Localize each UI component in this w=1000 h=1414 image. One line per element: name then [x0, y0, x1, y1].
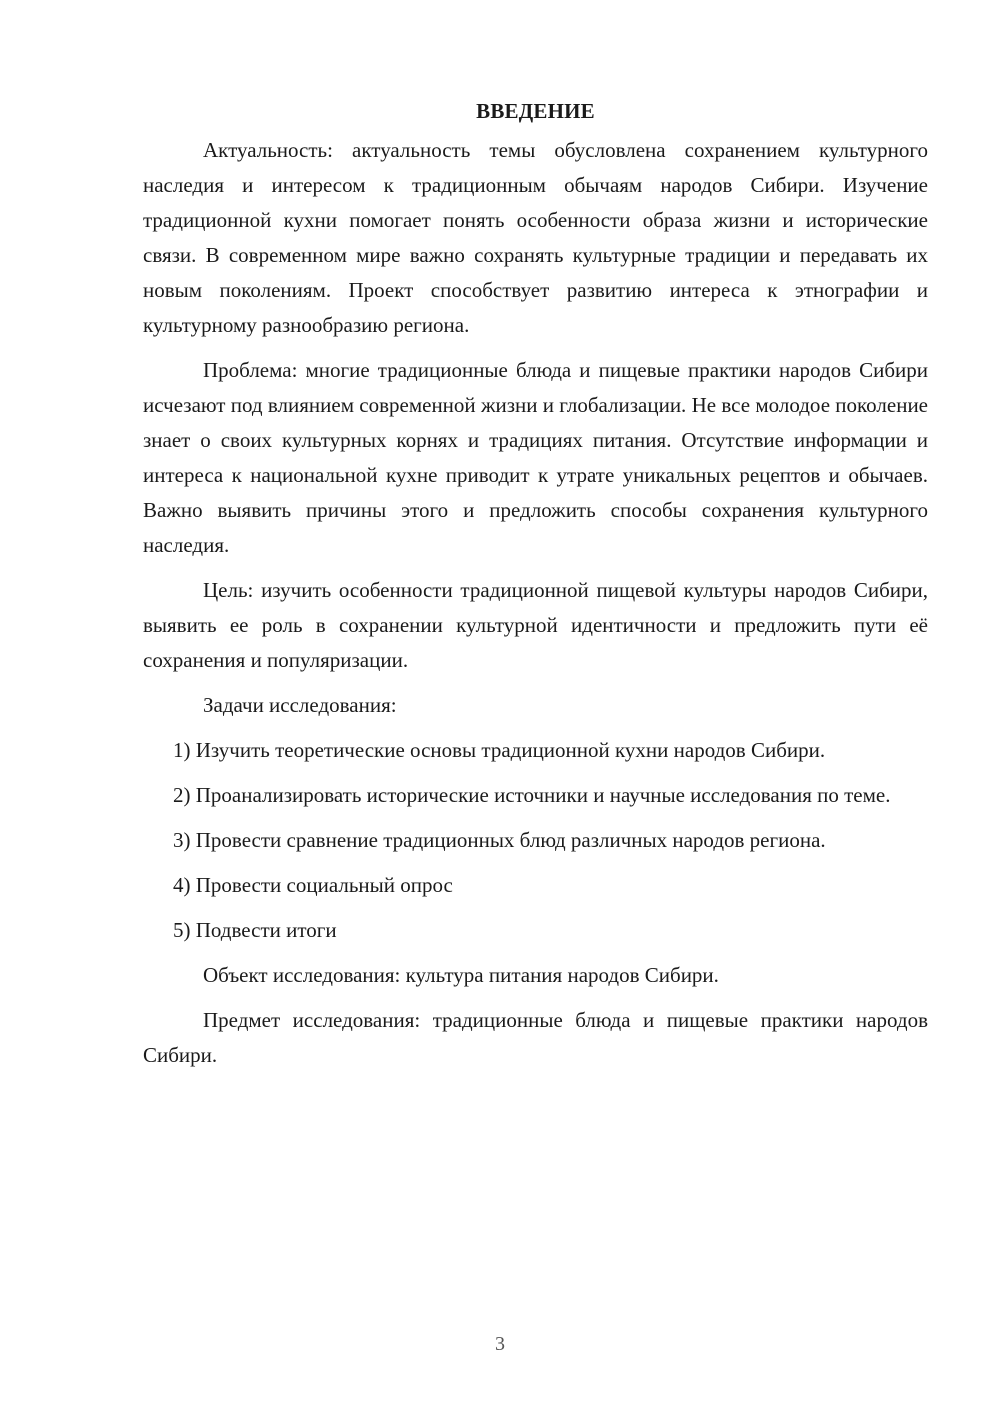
- task-item-1: 1) Изучить теоретические основы традиционной кухни народов Сибири.: [173, 738, 826, 762]
- page-number: 3: [495, 1333, 505, 1355]
- research-object-paragraph: Объект исследования: культура питания народов Сибири.: [203, 963, 719, 987]
- task-item-3: 3) Провести сравнение традиционных блюд различных народов региона.: [173, 828, 826, 852]
- tasks-heading: Задачи исследования:: [203, 693, 397, 717]
- task-item-5: 5) Подвести итоги: [173, 918, 337, 942]
- task-item-2: 2) Проанализировать исторические источники и научные исследования по теме.: [173, 783, 891, 807]
- problem-paragraph: Проблема: многие традиционные блюда и пищевые практики народов Сибири исчезают под влиянием современной жизни и глобализации. Не все молодое поколение знает о своих культурных корнях и традициях питания. Отсутствие информации и интереса к национальной кухне приводит к утрате уникальных рецептов и обычаев. Важно выявить причины этого и предложить способы сохранения культурного наследия.: [143, 358, 928, 557]
- document-page: [143, 94, 928, 1083]
- goal-paragraph: Цель: изучить особенности традиционной пищевой культуры народов Сибири, выявить ее роль в сохранении культурной идентичности и предложить пути её сохранения и популяризации.: [143, 578, 928, 672]
- section-title: ВВЕДЕНИЕ: [476, 99, 595, 123]
- relevance-paragraph: Актуальность: актуальность темы обусловлена сохранением культурного наследия и интересом к традиционным обычаям народов Сибири. Изучение традиционной кухни помогает понять особенности образа жизни и исторические связи. В современном мире важно сохранять культурные традиции и передавать их новым поколениям. Проект способствует развитию интереса к этнографии и культурному разнообразию региона.: [143, 138, 928, 337]
- task-item-4: 4) Провести социальный опрос: [173, 873, 453, 897]
- research-subject-paragraph: Предмет исследования: традиционные блюда и пищевые практики народов Сибири.: [143, 1008, 928, 1067]
